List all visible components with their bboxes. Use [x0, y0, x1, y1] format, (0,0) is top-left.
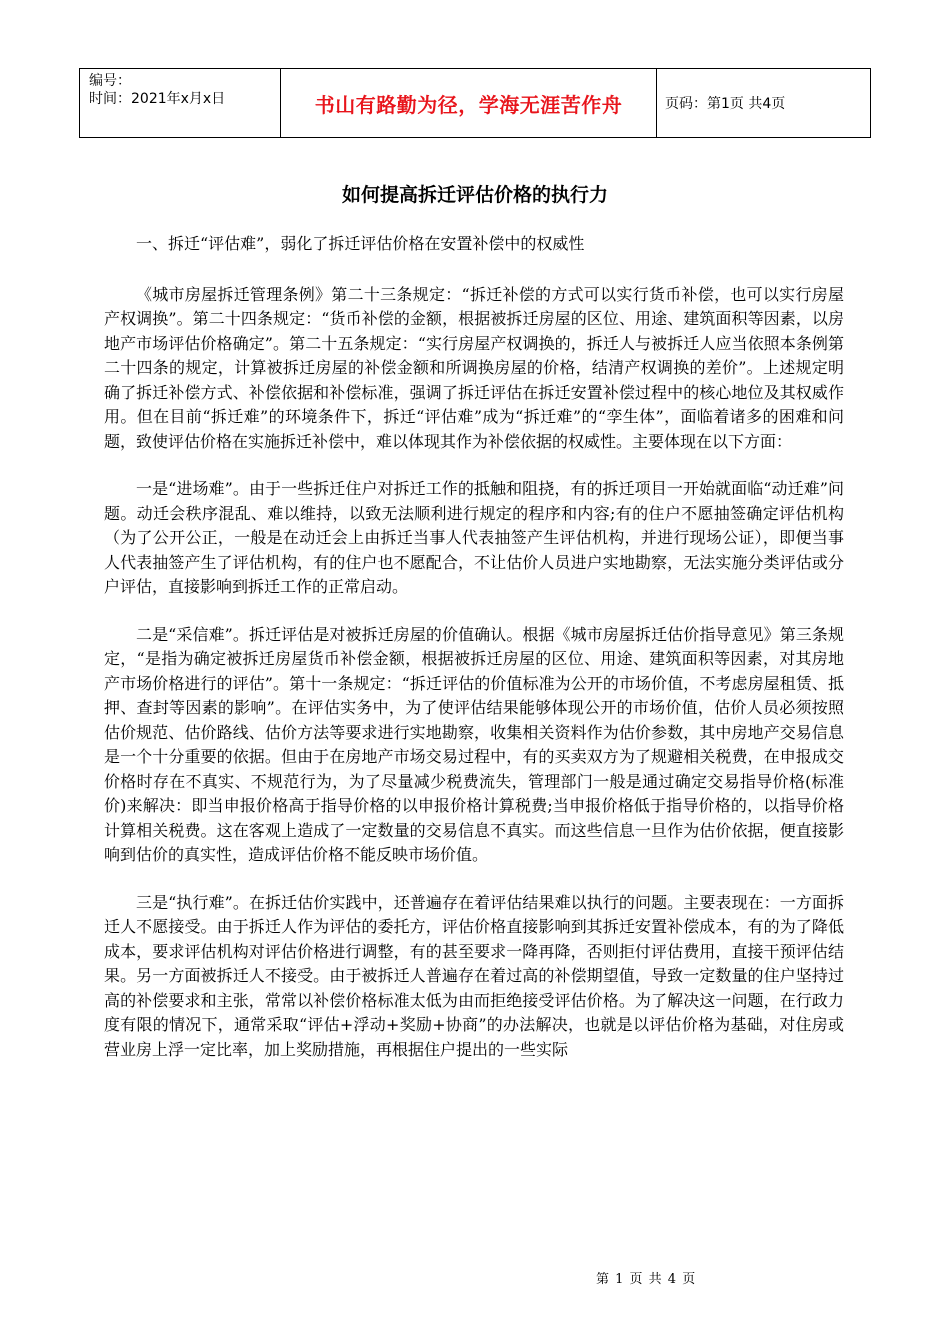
paragraph: 一是“进场难”。由于一些拆迁住户对拆迁工作的抵触和阻挠，有的拆迁项目一开始就面临“动迁难”问题。动迁会秩序混乱、难以维持，以致无法顺利进行规定的程序和内容;有的住户不愿抽签确定评估机构（为了公开公正，一般是在动迁会上由拆迁当事人代表抽签产生评估机构，并进行现场公证），即便当事人代表抽签产生了评估机构，有的住户也不愿配合，不让估价人员进户实地勘察，无法实施分类评估或分户评估，直接影响到拆迁工作的正常启动。 [104, 479, 844, 596]
section-heading: 一、拆迁“评估难”，弱化了拆迁评估价格在安置补偿中的权威性 [136, 234, 585, 253]
header-meta-cell [80, 69, 281, 137]
document-body [104, 232, 844, 1085]
date-label: 时间：2021年x月x日 [89, 91, 226, 107]
document-title: 如何提高拆迁评估价格的执行力 [341, 184, 608, 206]
header-motto-cell [281, 69, 657, 137]
paragraph: 《城市房屋拆迁管理条例》第二十三条规定：“拆迁补偿的方式可以实行货币补偿，也可以实行房屋产权调换”。第二十四条规定：“货币补偿的金额，根据被拆迁房屋的区位、用途、建筑面积等因素，以房地产市场评估价格确定”。第二十五条规定：“实行房屋产权调换的，拆迁人与被拆迁人应当依照本条例第二十四条的规定，计算被拆迁房屋的补偿金额和所调换房屋的价格，结清产权调换的差价”。上述规定明确了拆迁补偿方式、补偿依据和补偿标准，强调了拆迁评估在拆迁安置补偿过程中的核心地位及其权威作用。但在目前“拆迁难”的环境条件下，拆迁“评估难”成为“拆迁难”的“孪生体”，面临着诸多的困难和问题，致使评估价格在实施拆迁补偿中，难以体现其作为补偿依据的权威性。主要体现在以下方面： [104, 284, 844, 451]
page-label: 页码：第1页 共4页 [665, 96, 786, 112]
document-header-table [79, 68, 871, 138]
motto-text: 书山有路勤为径，学海无涯苦作舟 [314, 92, 623, 117]
paragraph: 三是“执行难”。在拆迁估价实践中，还普遍存在着评估结果难以执行的问题。主要表现在：一方面拆迁人不愿接受。由于拆迁人作为评估的委托方，评估价格直接影响到其拆迁安置补偿成本，有的为了降低成本，要求评估机构对评估价格进行调整，有的甚至要求一降再降，否则拒付评估费用，直接干预评估结果。另一方面被拆迁人不接受。由于被拆迁人普遍存在着过高的补偿期望值，导致一定数量的住户坚持过高的补偿要求和主张，常常以补偿价格标准太低为由而拒绝接受评估价格。为了解决这一问题，在行政力度有限的情况下，通常采取“评估+浮动+奖励+协商”的办法解决，也就是以评估价格为基础，对住房或营业房上浮一定比率，加上奖励措施，再根据住户提出的一些实际 [104, 892, 844, 1059]
header-page-cell [657, 69, 870, 137]
number-label: 编号： [89, 73, 131, 89]
page-footer: 第 1 页 共 4 页 [596, 1272, 697, 1287]
paragraph: 二是“采信难”。拆迁评估是对被拆迁房屋的价值确认。根据《城市房屋拆迁估价指导意见》第三条规定，“是指为确定被拆迁房屋货币补偿金额，根据被拆迁房屋的区位、用途、建筑面积等因素，对其房地产市场价格进行的评估”。第十一条规定：“拆迁评估的价值标准为公开的市场价值，不考虑房屋租赁、抵押、查封等因素的影响”。在评估实务中，为了使评估结果能够体现公开的市场价值，估价人员必须按照估价规范、估价路线、估价方法等要求进行实地勘察，收集相关资料作为估价参数，其中房地产交易信息是一个十分重要的依据。但由于在房地产市场交易过程中，有的买卖双方为了规避相关税费，在申报成交价格时存在不真实、不规范行为，为了尽量减少税费流失，管理部门一般是通过确定交易指导价格(标准价)来解决：即当申报价格高于指导价格的以申报价格计算税费;当申报价格低于指导价格的，以指导价格计算相关税费。这在客观上造成了一定数量的交易信息不真实。而这些信息一旦作为估价依据，便直接影响到估价的真实性，造成评估价格不能反映市场价值。 [104, 624, 844, 864]
